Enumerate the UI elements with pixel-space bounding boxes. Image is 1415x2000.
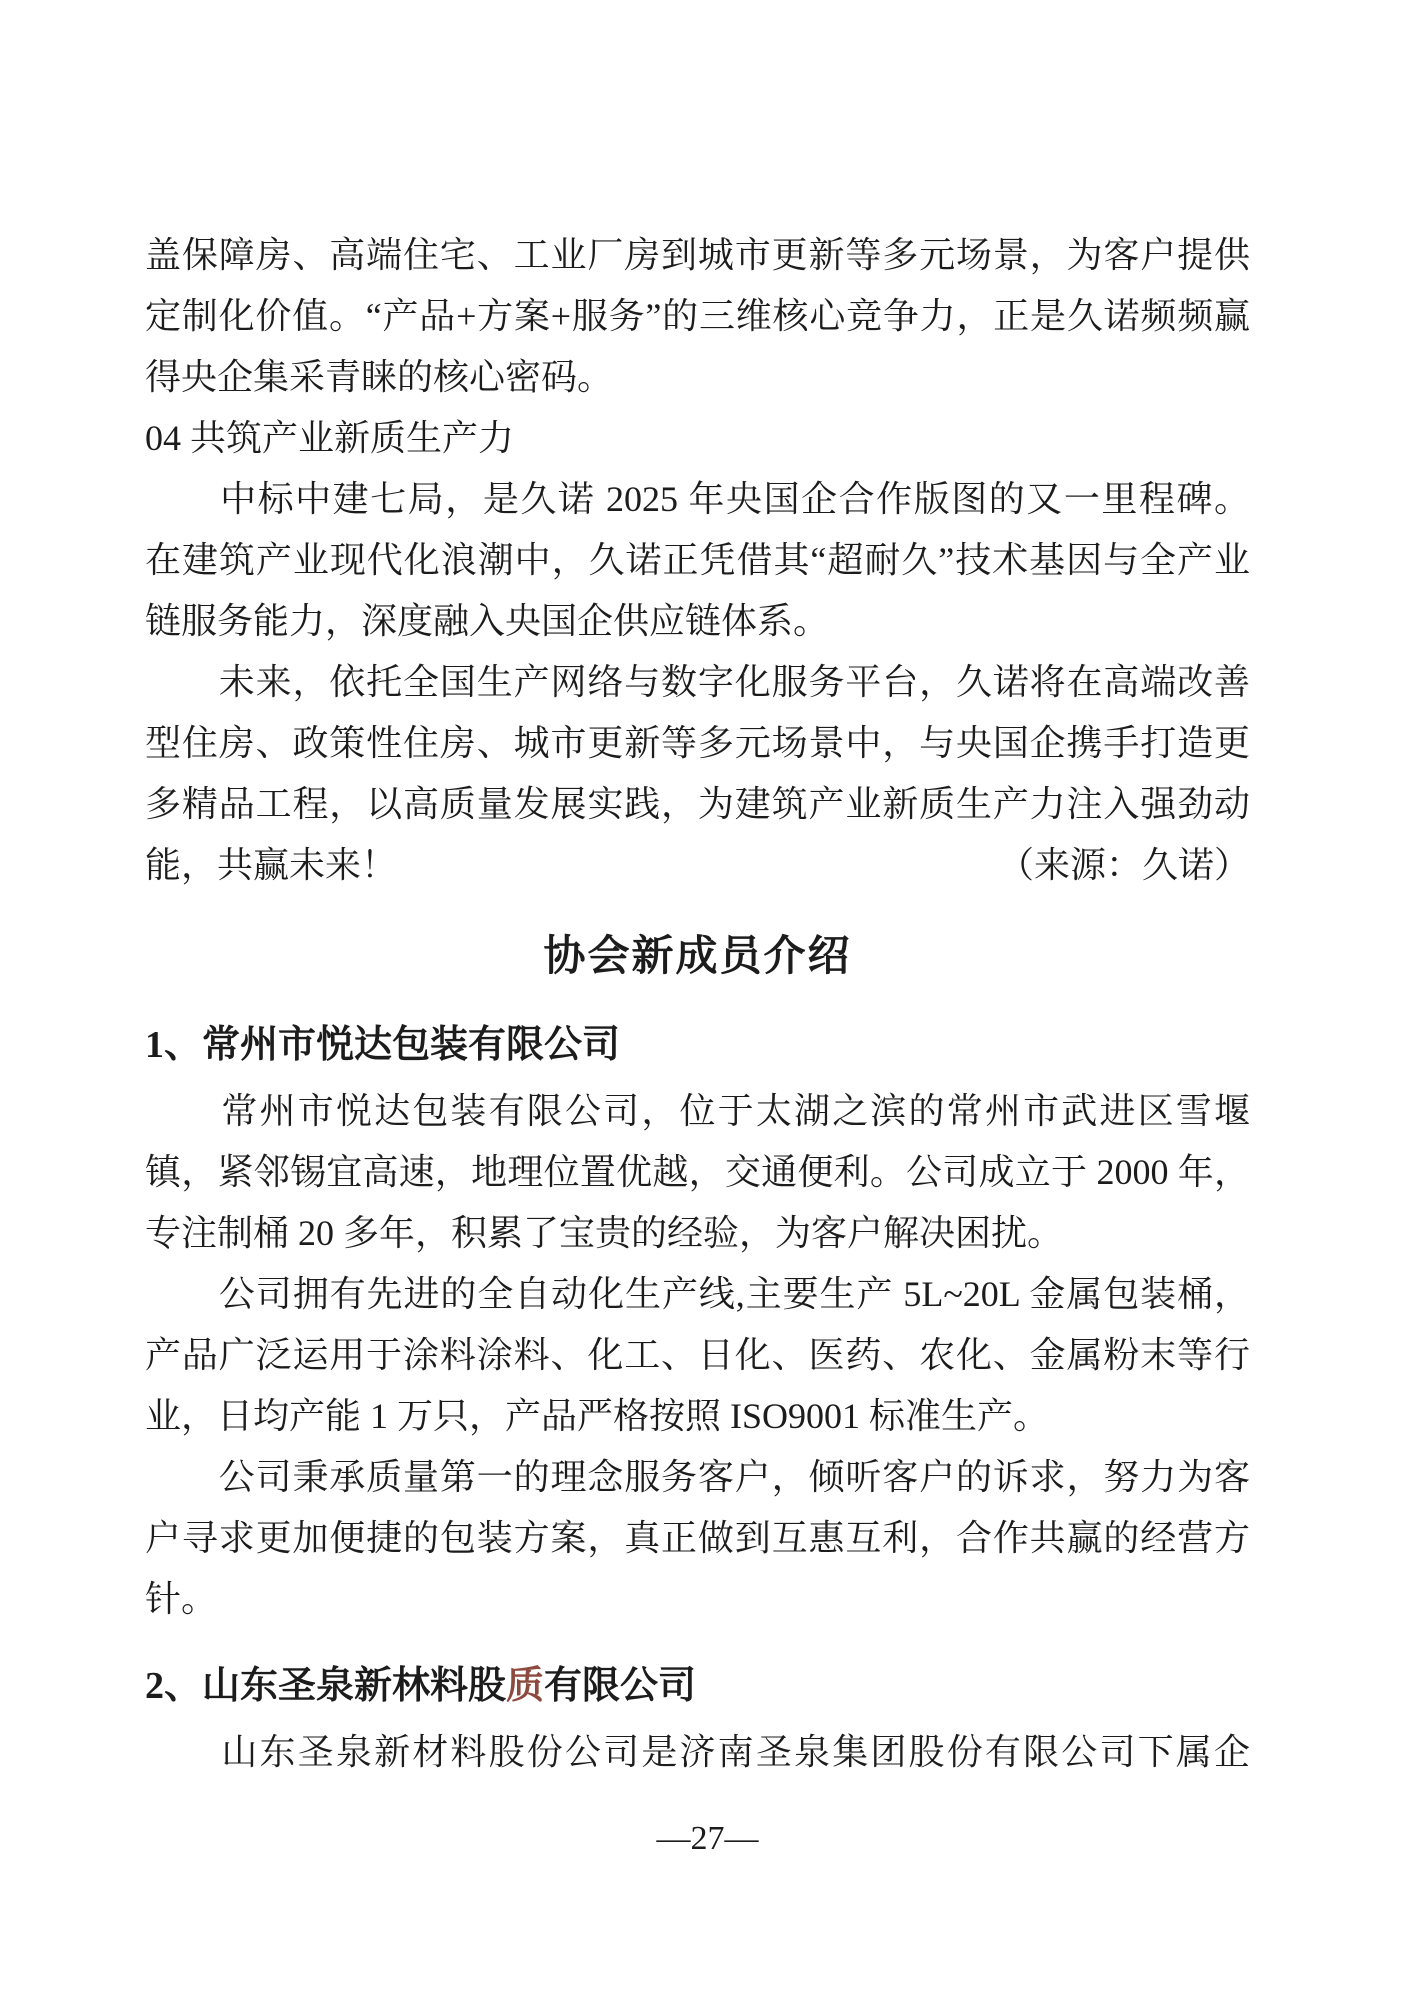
source-attribution: （来源：久诺） <box>997 845 1250 885</box>
section-title: 协会新成员介绍 <box>543 934 852 980</box>
body-line: 多精品工程，以高质量发展实践，为建筑产业新质生产力注入强劲动 <box>145 784 1250 824</box>
body-line: 链服务能力，深度融入央国企供应链体系。 <box>145 601 830 641</box>
body-line: 型住房、政策性住房、城市更新等多元场景中，与央国企携手打造更 <box>145 723 1250 763</box>
body-line: 产品广泛运用于涂料涂料、化工、日化、医药、农化、金属粉末等行 <box>145 1335 1250 1375</box>
article-subhead: 04 共筑产业新质生产力 <box>145 418 515 458</box>
member2-heading-prefix: 2、山东圣泉新林料股 <box>145 1665 507 1707</box>
member2-heading-accent-char: 质 <box>506 1665 545 1707</box>
body-line-with-source <box>145 835 1250 896</box>
body-line: 中标中建七局，是久诺 2025 年央国企合作版图的又一里程碑。 <box>145 479 1250 519</box>
member1-heading: 1、常州市悦达包装有限公司 <box>145 1024 621 1066</box>
page-content <box>145 225 1250 1783</box>
body-line: 定制化价值。“产品+方案+服务”的三维核心竞争力，正是久诺频频赢 <box>145 296 1250 336</box>
body-line: 得央企集采青睐的核心密码。 <box>145 357 614 397</box>
body-line: 未来，依托全国生产网络与数字化服务平台，久诺将在高端改善 <box>145 662 1250 702</box>
body-line: 专注制桶 20 多年，积累了宝贵的经验，为客户解决困扰。 <box>145 1213 1064 1253</box>
page-number: —27— <box>656 1820 759 1857</box>
body-line: 业，日均产能 1 万只，产品严格按照 ISO9001 标准生产。 <box>145 1396 1050 1436</box>
body-line: 镇，紧邻锡宜高速，地理位置优越，交通便利。公司成立于 2000 年， <box>145 1152 1250 1192</box>
body-line: 山东圣泉新材料股份公司是济南圣泉集团股份有限公司下属企 <box>145 1732 1250 1772</box>
member2-heading-suffix: 有限公司 <box>544 1665 697 1707</box>
body-line: 公司秉承质量第一的理念服务客户，倾听客户的诉求，努力为客 <box>145 1457 1250 1497</box>
member2-heading <box>145 1661 1250 1711</box>
body-line: 盖保障房、高端住宅、工业厂房到城市更新等多元场景，为客户提供 <box>145 235 1250 275</box>
body-line: 户寻求更加便捷的包装方案，真正做到互惠互利，合作共赢的经营方 <box>145 1518 1250 1558</box>
body-line-left: 能，共赢未来！ <box>145 845 398 885</box>
body-line: 针。 <box>145 1579 218 1619</box>
body-line: 在建筑产业现代化浪潮中，久诺正凭借其“超耐久”技术基因与全产业 <box>145 540 1250 580</box>
body-line: 常州市悦达包装有限公司，位于太湖之滨的常州市武进区雪堰 <box>145 1091 1250 1131</box>
body-line: 公司拥有先进的全自动化生产线,主要生产 5L~20L 金属包装桶， <box>145 1274 1250 1314</box>
